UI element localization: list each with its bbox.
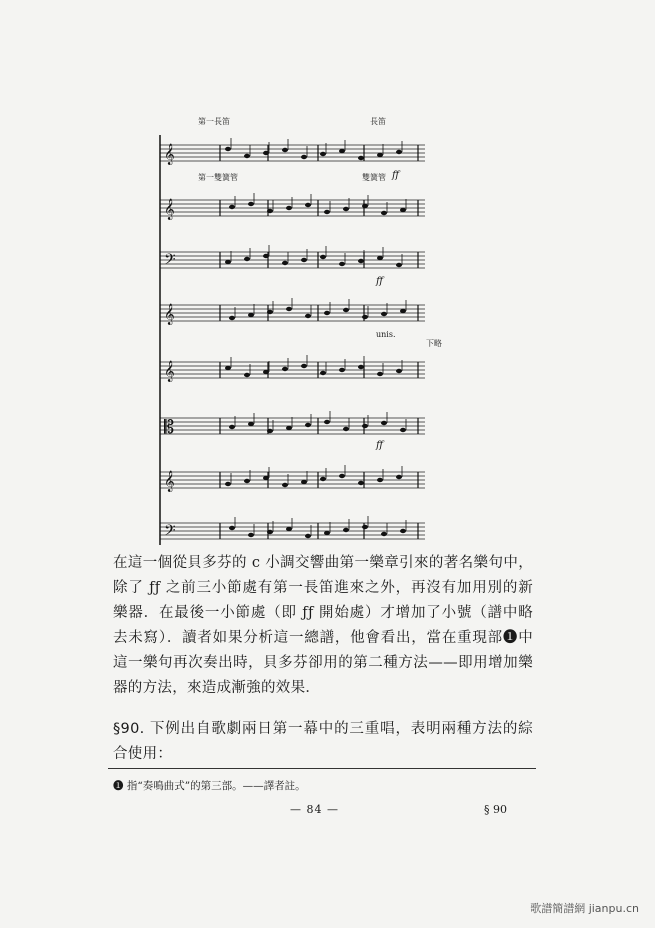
note-head [244, 373, 250, 377]
note-head [358, 259, 364, 263]
note-head [339, 149, 345, 153]
score-notation-image [150, 100, 440, 550]
note-head [324, 210, 330, 214]
note-head [225, 366, 231, 370]
note-head [305, 534, 311, 538]
note-head [282, 367, 288, 371]
note-head [396, 150, 402, 154]
note-head [377, 153, 383, 157]
note-head [400, 529, 406, 533]
note-head [263, 370, 269, 374]
note-head [225, 260, 231, 264]
note-head [248, 422, 254, 426]
note-head [286, 527, 292, 531]
watermark: 歌譜簡譜網 jianpu.cn [530, 902, 639, 915]
note-head [286, 206, 292, 210]
note-head [263, 151, 269, 155]
clef-icon: 𝄡 [164, 417, 175, 438]
note-head [381, 421, 387, 425]
footnote-marker: ❶ [113, 780, 124, 792]
note-head [301, 480, 307, 484]
note-head [282, 483, 288, 487]
note-head [400, 428, 406, 432]
note-head [248, 533, 254, 537]
clef-icon: 𝄢 [164, 522, 176, 543]
note-head [263, 476, 269, 480]
note-head [339, 474, 345, 478]
note-head [362, 315, 368, 319]
clef-icon: 𝄞 [164, 361, 175, 382]
note-head [400, 309, 406, 313]
note-head [358, 156, 364, 160]
page-number: — 84 — [290, 803, 339, 816]
section-number: §90. [113, 721, 145, 737]
note-head [396, 263, 402, 267]
note-head [362, 424, 368, 428]
clef-icon: 𝄞 [164, 199, 175, 220]
note-head [343, 427, 349, 431]
note-head [282, 148, 288, 152]
label-oboe-1: 第一雙簧管 [198, 173, 238, 182]
note-head [362, 525, 368, 529]
note-head [263, 254, 269, 258]
note-head [225, 147, 231, 151]
clef-icon: 𝄞 [164, 304, 175, 325]
note-head [229, 425, 235, 429]
note-head [343, 207, 349, 211]
note-head [324, 311, 330, 315]
footnote-divider [108, 768, 536, 769]
note-head [301, 155, 307, 159]
note-head [377, 256, 383, 260]
note-head [381, 532, 387, 536]
note-head [282, 261, 288, 265]
paragraph-2-text: 下例出自歌劇兩日第一幕中的三重唱，表明兩種方法的綜合使用： [113, 721, 533, 762]
note-head [381, 211, 387, 215]
clef-icon: 𝄞 [164, 471, 175, 492]
note-head [339, 262, 345, 266]
note-head [358, 365, 364, 369]
note-head [320, 152, 326, 156]
note-head [267, 429, 273, 433]
note-head [229, 316, 235, 320]
note-head [267, 209, 273, 213]
note-head [358, 481, 364, 485]
note-head [267, 310, 273, 314]
note-head [244, 154, 250, 158]
note-head [324, 420, 330, 424]
clef-icon: 𝄢 [164, 251, 176, 272]
note-head [320, 477, 326, 481]
clef-icon: 𝄞 [164, 144, 175, 165]
note-head [377, 478, 383, 482]
note-head [286, 307, 292, 311]
dynamic-ff: ff [392, 170, 400, 181]
footnote [113, 778, 306, 793]
note-head [396, 369, 402, 373]
label-flute-2: 長笛 [370, 117, 386, 126]
note-head [343, 308, 349, 312]
note-head [267, 530, 273, 534]
note-head [381, 312, 387, 316]
label-continued: 下略 [426, 339, 442, 348]
label-oboe-2: 雙簧管 [362, 173, 386, 182]
note-head [305, 423, 311, 427]
note-head [286, 426, 292, 430]
paragraph-1-text: 在這一個從貝多芬的 c 小調交響曲第一樂章引來的著名樂句中，除了 ƒƒ 之前三小節處有第一長笛進來之外，再沒有加用別的新樂器．在最後一小節處（即 ƒƒ 開始處）才增加了小號（譜中略去未寫）．讀者如果分析這一總譜，他會看出，當在重現部❶中這一樂句再次奏出時，貝多芬卻用的第二種方法——即用增加樂器的方法，來造成漸強的效果． [113, 555, 533, 696]
note-head [244, 479, 250, 483]
note-head [225, 482, 231, 486]
note-head [244, 257, 250, 261]
note-head [377, 372, 383, 376]
note-head [248, 202, 254, 206]
note-head [400, 208, 406, 212]
label-flute-1: 第一長笛 [198, 117, 230, 126]
note-head [229, 205, 235, 209]
note-head [339, 368, 345, 372]
note-head [343, 528, 349, 532]
note-head [229, 526, 235, 530]
note-head [324, 531, 330, 535]
label-unis: unis. [376, 330, 396, 339]
note-head [248, 313, 254, 317]
dynamic-ff: ff [376, 276, 384, 287]
note-head [305, 314, 311, 318]
note-head [301, 258, 307, 262]
dynamic-ff: ff [376, 440, 384, 451]
note-head [320, 255, 326, 259]
note-head [305, 203, 311, 207]
note-head [362, 204, 368, 208]
note-head [396, 475, 402, 479]
note-head [320, 371, 326, 375]
orchestral-score-excerpt [150, 100, 440, 550]
paragraph-2 [113, 717, 533, 767]
note-head [301, 364, 307, 368]
paragraph-1 [113, 551, 533, 701]
footnote-text: 指“奏鳴曲式”的第三部。——譯者註。 [126, 780, 306, 792]
section-mark: § 90 [484, 803, 507, 816]
